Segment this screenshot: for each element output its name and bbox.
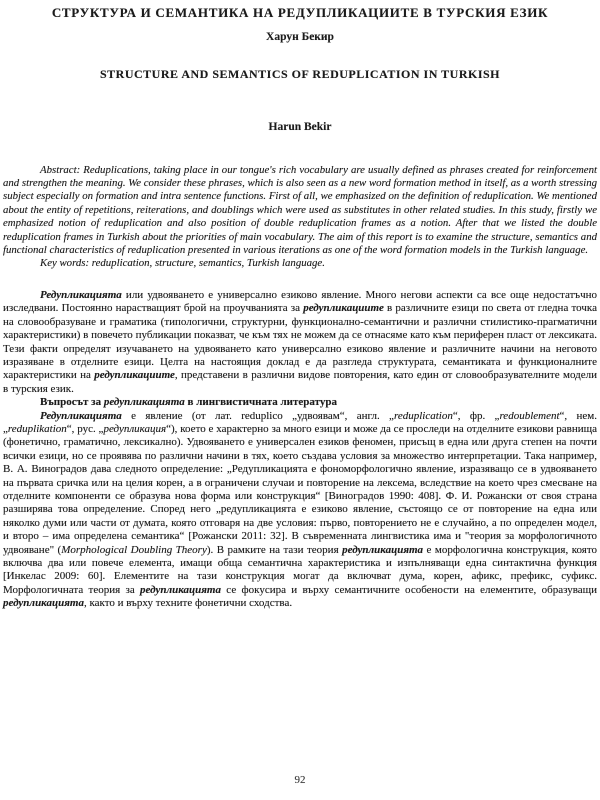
paper-title-bulgarian: СТРУКТУРА И СЕМАНТИКА НА РЕДУПЛИКАЦИИТЕ В ТУРСКИЯ ЕЗИК [51, 5, 549, 20]
abstract-paragraph: Abstract: Reduplications, taking place in our tongue's rich vocabulary are usually defined as phrases created for reinforcement and strengthen the meaning. We consider these phrases, which is also seen as a new word formation method in itself, as a worth stressing subject especially on formation and intra sentence functions. First of all, we emphasized on the definition of reduplication. We mentioned about the entity of repetitions, reiterations, and doublings which were used as substitutes in other related studies. In this study, firstly we emphasized notion of reduplication and also position of double reduplication frames as a notion. After that we listed the double reduplication frames in Turkish about the priorities of main vocabulary. The aim of this report is to examine the structure, semantics and functional characteristics of reduplication presented in various iterations as one of the word formation models in the Turkish language. [3, 163, 598, 257]
paper-title-english: STRUCTURE AND SEMANTICS OF REDUPLICATION IN TURKISH [99, 66, 500, 81]
body-paragraph-definitions: Редупликацията е явление (от лат. reduplico „удвоявам“, англ. „reduplication“, фр. „redoublement“, нем. „reduplikation“, рус. „редупликация“), което е характерно за много езици и може да се проследи на отделните езикови равнища (фонетично, граматично, лексикално). Удвояването е универсален езиков феномен, присъщ в една или друга степен на почти всички езици, но се проявява по различни начини в тях, което създава условия за множество интерпретации. Така например, В. А. Виноградов дава следното определение: „Редупликацията е фономорфологично явление, изразяващо се в удвояването на първата сричка или на целия корен, а в ограничени случаи и повторение на лексема, вследствие на което чрез смесване на отделните компоненти се образува нова форма или конструкция“ [Виноградов 1990: 408]. Ф. И. Рожански от своя страна разширява това определение. Според него „редупликацията е езиково явление, състоящо се от повторение на една или няколко думи или части от думата, която отговаря на две условия: първо, повторението не е случайно, а по определен модел, и второ – има определена семантика“ [Рожански 2011: 32]. В съвременната лингвистика има и "теория за морфологичното удвояване" (Morphological Doubling Theory). В рамките на тази теория редупликацията е морфологична конструкция, която включва два или повече елемента, имащи обща семантична характеристика и изпълняващи една синтактична функция [Инкелас 2009: 60]. Елементите на тази конструкция могат да включват дума, корен, афикс, префикс, суфикс. Морфологичната теория за редупликацията се фокусира и върху семантичните особености на елементите, образуващи редупликацията, както и върху техните фонетични сходства. [3, 409, 598, 610]
page-number: 92 [294, 774, 306, 786]
body-paragraph-intro: Редупликацията или удвояването е универсално езиково явление. Много негови аспекти са все още недостатъчно изследвани. Постоянно нарастващият брой на проучванията за редупликациите в различните езици по света от гледна точка на словообразуване и граматика (типологични, структурни, функционално-семантични и различни стилистико-прагматични характеристики) в повечето публикации показват, че към тях не можем да се отнасяме като към периферен пласт от лексиката. Тези факти определят изучаването на удвояването като универсално езиково явление и различните начини на неговото изразяване в отделните езици. Целта на настоящия доклад е да разгледа структурата, семантиката и функционалните характеристики на редупликациите, представени в различни видове повторения, като един от словообразувателните модели в турския език. [3, 288, 597, 395]
author-name-bulgarian: Харун Бекир [266, 31, 334, 44]
keywords-line: Key words: reduplication, structure, semantics, Turkish language. [40, 257, 325, 270]
author-name-english: Harun Bekir [268, 121, 332, 134]
section-heading: Въпросът за редупликацията в лингвистичната литература [40, 396, 338, 409]
abstract-section [3, 164, 597, 271]
